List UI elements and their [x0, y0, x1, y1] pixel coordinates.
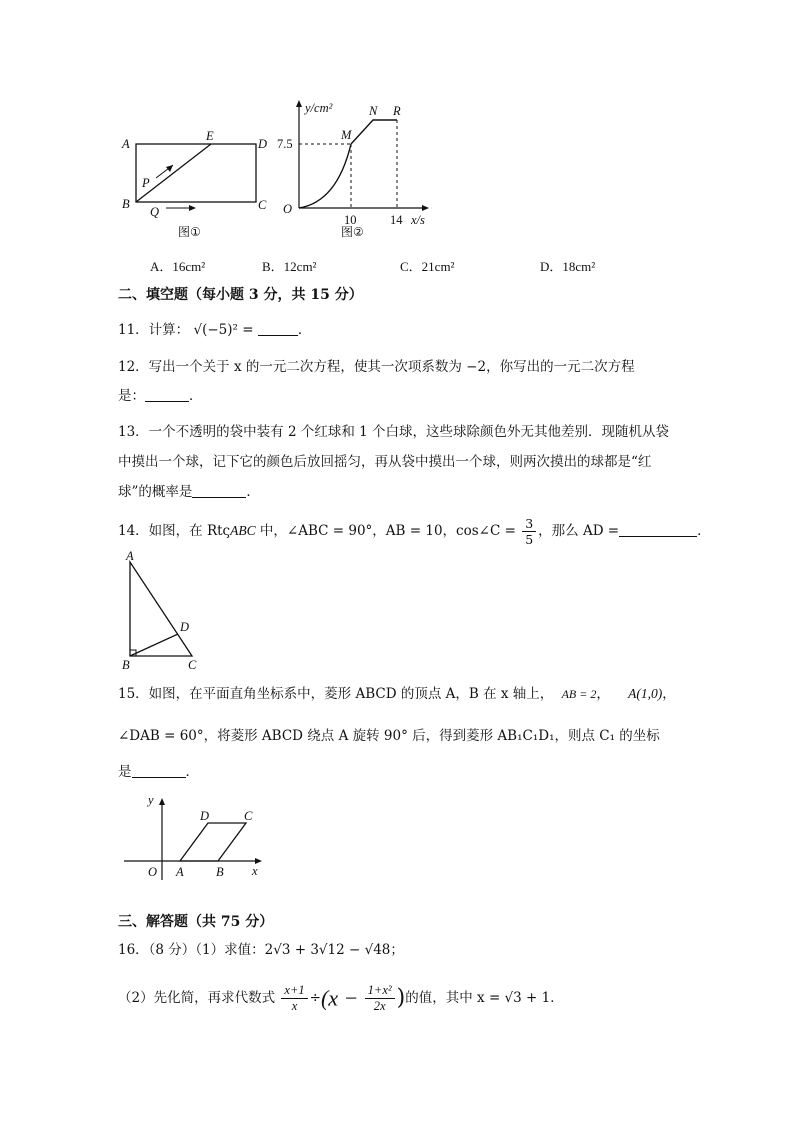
q14-prefix: 14．如图，在 Rtς — [118, 523, 231, 539]
fig15-label-b: B — [216, 865, 224, 879]
fig15-y-axis-arrow — [159, 798, 165, 805]
q15-line3-text: 是 — [118, 764, 132, 780]
origin-label: O — [283, 202, 293, 216]
q15-line1-text: 15．如图，在平面直角坐标系中，菱形 ABCD 的顶点 A，B 在 x 轴上， — [118, 686, 554, 702]
rectangle-abcd — [136, 144, 256, 202]
q14-mid: 中，∠ABC = 90°，AB = 10，cos∠C = — [255, 523, 516, 539]
q16-fraction-1 — [281, 983, 307, 1014]
q16-paren-left: (x − — [320, 985, 359, 1011]
x-axis-label: x/s — [411, 213, 425, 227]
label-e: E — [206, 129, 214, 143]
q14-frac-den: 5 — [525, 532, 534, 547]
fig15-label-d: D — [200, 809, 210, 823]
label-b: B — [122, 197, 130, 211]
y-axis-arrow — [296, 100, 302, 107]
q16-part2-suffix: 的值，其中 x = √3 + 1． — [405, 990, 564, 1006]
segment-mnr — [351, 120, 397, 144]
curve-om — [299, 144, 351, 208]
q14-fraction — [522, 516, 536, 547]
fig15-label-o: O — [148, 865, 158, 879]
figure-14-triangle — [118, 548, 208, 672]
x-tick-10: 10 — [344, 213, 357, 227]
q16-paren-right: ) — [396, 985, 406, 1011]
label-n: N — [369, 104, 378, 118]
label-c: C — [258, 198, 267, 212]
q11-answer-blank[interactable] — [258, 321, 298, 336]
question-15-line-3: 是 ． — [118, 764, 199, 780]
segment-bd — [130, 634, 178, 656]
label-d: D — [258, 137, 268, 151]
question-15-line-1: 15．如图，在平面直角坐标系中，菱形 ABCD 的顶点 A，B 在 x 轴上， AB = 2， A(1,0)， — [118, 686, 676, 702]
q14-answer-blank[interactable] — [619, 522, 697, 537]
q16-part2-prefix: （2）先化简，再求代数式 — [118, 990, 276, 1006]
question-12-line-2: 是： ． — [118, 388, 203, 404]
label-q: Q — [150, 205, 160, 219]
q16-frac2-den: 2x — [373, 999, 386, 1013]
question-13-line-2: 中摸出一个球，记下它的颜色后放回摇匀，再从袋中摸出一个球，则两次摸出的球都是“红 — [118, 454, 652, 470]
figure-15-rhombus — [118, 790, 268, 882]
label-a: A — [122, 137, 130, 151]
figure-1-caption: 图① — [178, 225, 201, 239]
arrow-head-q — [189, 205, 196, 211]
x-tick-14: 14 — [390, 213, 403, 227]
q16-frac2-num: 1+x² — [365, 983, 395, 999]
q15-answer-blank[interactable] — [132, 763, 186, 778]
q16-div: ÷ — [309, 990, 321, 1006]
question-16-part-2 — [118, 978, 564, 1019]
fig15-label-c: C — [244, 809, 253, 823]
q16-frac1-den: x — [291, 999, 298, 1013]
label-r: R — [393, 104, 401, 118]
question-12-line-1: 12．写出一个关于 x 的一元二次方程，使其一次项系数为 −2，你写出的一元二次方程 — [118, 359, 635, 375]
option-d: D．18cm² — [540, 259, 596, 274]
question-15-line-2: ∠DAB = 60°，将菱形 ABCD 绕点 A 旋转 90° 后，得到菱形 AB₁C₁D₁，则点 C₁ 的坐标 — [118, 728, 660, 744]
fig15-label-a: A — [176, 865, 184, 879]
q11-prefix: 11．计算： — [118, 322, 190, 338]
q13-line3-text: 球”的概率是 — [118, 484, 193, 500]
label-p: P — [142, 176, 150, 190]
fig14-label-b: B — [122, 658, 130, 672]
question-16-part-1: 16．（8 分）（1）求值：2√3 + 3√12 − √48； — [118, 942, 404, 958]
fig14-label-d: D — [180, 620, 190, 634]
q12-line2-text: 是： — [118, 388, 145, 404]
figure-2-graph — [275, 98, 435, 243]
question-13-line-3: 球”的概率是 ． — [118, 484, 260, 500]
q16-fraction-2 — [365, 983, 395, 1014]
option-b: B．12cm² — [262, 259, 317, 274]
figure-1-rectangle — [118, 128, 278, 243]
rhombus-abcd — [180, 823, 246, 861]
q16-frac1-num: x+1 — [281, 983, 307, 999]
fig14-label-c: C — [188, 658, 197, 672]
q14-frac-num: 3 — [522, 516, 536, 532]
q15-point-a: A(1,0) — [628, 686, 663, 701]
option-c: C．21cm² — [400, 259, 455, 274]
q12-answer-blank[interactable] — [145, 387, 189, 402]
question-11: 11．计算： √(−5)² = ． — [118, 322, 312, 338]
arrow-head-p — [166, 165, 173, 172]
q14-triangle: ABC — [230, 523, 256, 538]
figure-2-caption: 图② — [341, 225, 364, 239]
y-axis-label: y/cm² — [305, 101, 333, 115]
fig15-label-y: y — [148, 793, 154, 807]
label-m: M — [341, 128, 352, 142]
section-3-title: 三、解答题（共 75 分） — [118, 914, 274, 930]
q13-answer-blank[interactable] — [192, 483, 246, 498]
section-2-title: 二、填空题（每小题 3 分，共 15 分） — [118, 287, 363, 303]
question-13-line-1: 13．一个不透明的袋中装有 2 个红球和 1 个白球，这些球除颜色外无其他差别．现随机从袋 — [118, 424, 670, 440]
q11-expression: √(−5)² = — [193, 322, 254, 338]
segment-be — [136, 144, 211, 202]
q15-ab-length: AB = 2 — [561, 687, 597, 701]
question-14: 14．如图，在 RtςABC 中，∠ABC = 90°，AB = 10，cos∠C = $\frac{3}{5}$ ，那么 AD = ． — [118, 516, 711, 547]
y-tick-7-5: 7.5 — [277, 137, 293, 151]
x-axis-arrow — [422, 205, 429, 211]
option-a: A．16cm² — [150, 259, 206, 274]
q14-suffix: ，那么 AD = — [538, 523, 620, 539]
fig14-label-a: A — [126, 549, 134, 563]
fig15-label-x: x — [252, 864, 258, 878]
